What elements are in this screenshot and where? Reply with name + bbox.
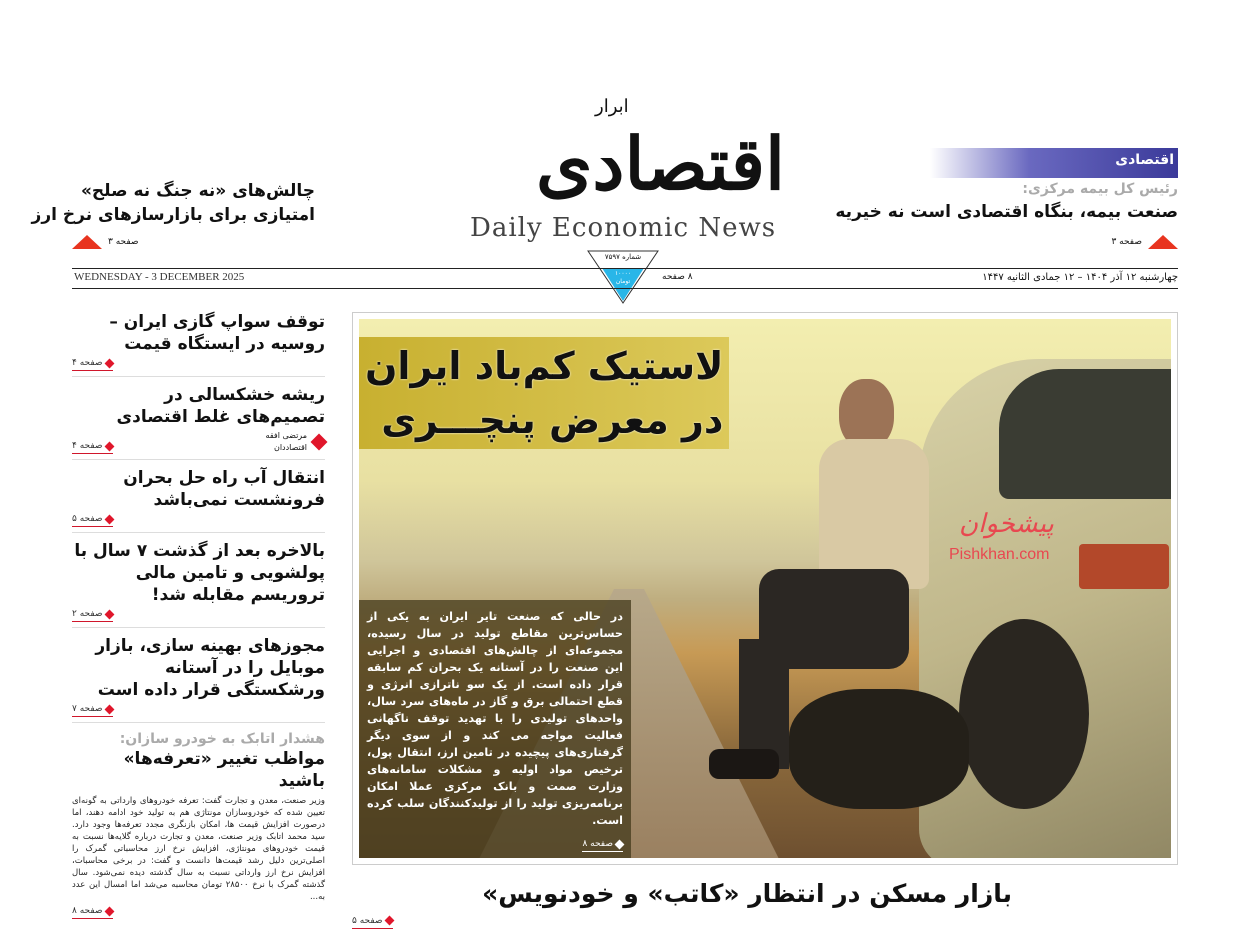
top-right-ref[interactable] bbox=[1111, 235, 1178, 249]
bottom-ref[interactable]: صفحه ۵ bbox=[352, 915, 393, 929]
left-headline-5[interactable]: مجوزهای بهینه سازی، بازار موبایل را در آستانه ورشکستگی قرار داده است bbox=[95, 636, 325, 700]
left-ref-6[interactable]: صفحه ۸ bbox=[72, 905, 113, 919]
left-story-2 bbox=[72, 381, 325, 460]
dateline-top-rule bbox=[72, 268, 1178, 269]
left-ref-2[interactable]: صفحه ۴ bbox=[72, 440, 113, 454]
headline-band bbox=[359, 337, 729, 449]
left-ref-1[interactable]: صفحه ۴ bbox=[72, 357, 113, 371]
top-right-headline[interactable]: صنعت بیمه، بنگاه اقتصادی است نه خیریه bbox=[835, 202, 1178, 222]
left-kicker-6: هشدار اتابک به خودرو سازان: bbox=[119, 731, 325, 747]
byline-role: اقتصاددان bbox=[273, 443, 307, 452]
price: ۱۰۰۰۰ تومان bbox=[614, 270, 632, 285]
car-window bbox=[999, 369, 1171, 499]
masthead-title-en: Daily Economic News bbox=[470, 213, 777, 243]
top-right-banner bbox=[930, 148, 1178, 178]
masthead bbox=[455, 96, 785, 250]
banner-logo: اقتصادی bbox=[1115, 152, 1174, 168]
left-story-1 bbox=[72, 308, 325, 377]
diamond-icon bbox=[615, 839, 625, 849]
car-wheel bbox=[959, 619, 1089, 809]
left-column bbox=[72, 308, 325, 940]
diamond-icon bbox=[104, 441, 114, 451]
main-ref[interactable]: صفحه ۸ bbox=[582, 838, 623, 852]
left-body-6: وزیر صنعت، معدن و تجارت گفت: تعرفه خودروهای وارداتی به گونه‌ای تعیین شده که خودروسازان مونتاژی هم به تولید خود ادامه دهند، اما درصورت افزایش قیمت ها، امکان بازنگری مجدد تعرفه‌ها وجود دارد. سید محمد اتابک وزیر صنعت، معدن و تجارت درباره گلایه‌ها نسبت به قیمت خودروهای مونتاژی، افزایش نرخ ارز محاسباتی گمرک را اصلی‌ترین دلیل رشد قیمت‌ها دانست و گفت: در برخی محاسبات، افزایش نرخ ارز وارداتی نسبت به سال گذشته دیده نمی‌شود. سال گذشته گمرک با نرخ ۲۸۵۰۰ تومان محاسبه می‌شد اما امسال این عدد به... bbox=[72, 796, 325, 902]
watermark-en: Pishkhan.com bbox=[949, 546, 1050, 563]
triangle-icon bbox=[72, 235, 102, 249]
top-left-line1[interactable]: چالش‌های «نه جنگ نه صلح» bbox=[80, 181, 315, 201]
diamond-icon bbox=[104, 704, 114, 714]
date-fa: چهارشنبه ۱۲ آذر ۱۴۰۴ – ۱۲ جمادی الثانیه ۱۴۴۷ bbox=[982, 272, 1178, 283]
left-headline-6[interactable]: مواظب تغییر «تعرفه‌ها» باشید bbox=[123, 749, 325, 791]
left-story-3 bbox=[72, 464, 325, 533]
watermark-fa: پیشخوان bbox=[959, 509, 1054, 539]
diamond-icon bbox=[104, 906, 114, 916]
page-ref: صفحه ۳ bbox=[1111, 237, 1142, 247]
left-story-4 bbox=[72, 537, 325, 628]
main-body: در حالی که صنعت تایر ایران به یکی از حساس‌ترین مقاطع تولید در سال رسیده، مجموعه‌ای از چالش‌های اقتصادی و اجرایی این صنعت را در آستانه یک بحران کم سابقه قرار داده است. از یک سو ناترازی انرژی و قطع احتمالی برق و گاز در ماه‌های سرد سال، واحدهای تولیدی را با تهدید توقف ناگهانی فعالیت مواجه می کند و از سوی دیگر گرفتاری‌های پیچیده در تامین ارز، انتقال پول، ترخیص مواد اولیه و مشکلات سامانه‌های وزارت صمت و بانک مرکزی عملا امکان برنامه‌ریزی تولید را از تولیدکنندگان سلب کرده است. bbox=[367, 609, 623, 827]
diamond-icon bbox=[104, 358, 114, 368]
issue-badge bbox=[587, 250, 659, 304]
left-story-6 bbox=[72, 727, 325, 924]
byline bbox=[266, 430, 325, 454]
main-headline-1[interactable]: لاستیک کم‌باد ایران bbox=[365, 344, 724, 388]
left-headline-3[interactable]: انتقال آب راه حل بحران فرونشست نمی‌باشد bbox=[123, 468, 325, 510]
main-body-box bbox=[359, 600, 631, 859]
left-story-5 bbox=[72, 632, 325, 723]
main-photo[interactable] bbox=[352, 312, 1178, 865]
diamond-icon bbox=[104, 514, 114, 524]
diamond-icon bbox=[104, 609, 114, 619]
top-left-ref[interactable] bbox=[72, 235, 139, 249]
diamond-icon bbox=[311, 434, 328, 451]
diamond-icon bbox=[384, 916, 394, 926]
left-headline-2[interactable]: ریشه خشکسالی در تصمیم‌های غلط اقتصادی bbox=[116, 385, 325, 427]
left-ref-5[interactable]: صفحه ۷ bbox=[72, 703, 113, 717]
top-right-kicker: رئیس کل بیمه مرکزی: bbox=[1022, 181, 1178, 197]
left-ref-3[interactable]: صفحه ۵ bbox=[72, 513, 113, 527]
man bbox=[799, 379, 949, 799]
masthead-title-fa: اقتصادی bbox=[536, 121, 785, 206]
masthead-prefix: ابرار bbox=[595, 96, 629, 117]
byline-name: مرتضی افقه bbox=[265, 431, 307, 440]
left-headline-4[interactable]: بالاخره بعد از گذشت ۷ سال با پولشویی و تامین مالی تروریسم مقابله شد! bbox=[74, 541, 325, 605]
page-count: ۸ صفحه bbox=[662, 272, 693, 282]
issue-number: شماره ۷۵۹۷ bbox=[604, 253, 642, 261]
taillight bbox=[1079, 544, 1169, 589]
date-en: WEDNESDAY - 3 DECEMBER 2025 bbox=[74, 271, 245, 283]
triangle-icon bbox=[1148, 235, 1178, 249]
main-headline-2[interactable]: در معرض پنچـــری bbox=[381, 398, 724, 442]
top-left-line2[interactable]: امتیازی برای بازارسازهای نرخ ارز bbox=[31, 205, 315, 225]
page-ref: صفحه ۳ bbox=[108, 237, 139, 247]
left-ref-4[interactable]: صفحه ۲ bbox=[72, 608, 113, 622]
bottom-headline[interactable]: بازار مسکن در انتظار «کاتب» و خودنویس» bbox=[482, 879, 1012, 908]
left-headline-1[interactable]: توقف سواپ گازی ایران – روسیه در ایستگاه قیمت bbox=[109, 312, 325, 354]
dateline-bottom-rule bbox=[72, 288, 1178, 289]
